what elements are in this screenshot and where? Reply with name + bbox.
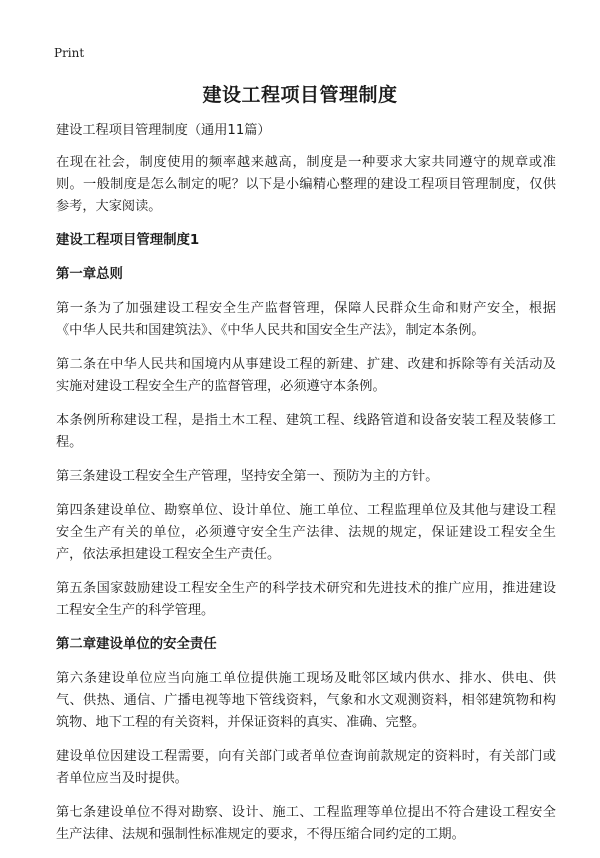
print-link[interactable]: Print [54,46,85,60]
article-paragraph: 建设单位因建设工程需要，向有关部门或者单位查询前款规定的资料时，有关部门或者单位应当及时提供。 [56,749,556,786]
page-title: 建设工程项目管理制度 [202,84,398,106]
chapter-heading-2: 第二章建设单位的安全责任 [56,637,217,652]
chapter-heading-1: 第一章总则 [56,267,123,282]
intro-paragraph: 在现在社会，制度使用的频率越来越高，制度是一种要求大家共同遵守的规章或准则。一般制度是怎么制定的呢？以下是小编精心整理的建设工程项目管理制度，仅供参考，大家阅读。 [56,155,556,214]
section-heading-1: 建设工程项目管理制度1 [56,233,200,248]
article-paragraph: 第二条在中华人民共和国境内从事建设工程的新建、扩建、改建和拆除等有关活动及实施对建设工程安全生产的监督管理，必须遵守本条例。 [56,357,556,394]
article-paragraph: 第五条国家鼓励建设工程安全生产的科学技术研究和先进技术的推广应用，推进建设工程安全生产的科学管理。 [56,581,556,618]
document-subtitle: 建设工程项目管理制度（通用11篇） [56,123,271,138]
article-paragraph: 第一条为了加强建设工程安全生产监督管理，保障人民群众生命和财产安全，根据《中华人民共和国建筑法》、《中华人民共和国安全生产法》，制定本条例。 [56,301,556,338]
article-paragraph: 第七条建设单位不得对勘察、设计、施工、工程监理等单位提出不符合建设工程安全生产法律、法规和强制性标准规定的要求，不得压缩合同约定的工期。 [56,805,556,842]
document-body [56,120,556,858]
definition-paragraph: 本条例所称建设工程，是指土木工程、建筑工程、线路管道和设备安装工程及装修工程。 [56,413,556,450]
article-paragraph: 第三条建设工程安全生产管理，坚持安全第一、预防为主的方针。 [56,469,439,484]
article-paragraph: 第六条建设单位应当向施工单位提供施工现场及毗邻区域内供水、排水、供电、供气、供热、通信、广播电视等地下管线资料，气象和水文观测资料，相邻建筑物和构筑物、地下工程的有关资料，并保证资料的真实、准确、完整。 [56,671,556,730]
article-paragraph: 第四条建设单位、勘察单位、设计单位、施工单位、工程监理单位及其他与建设工程安全生产有关的单位，必须遵守安全生产法律、法规的规定，保证建设工程安全生产，依法承担建设工程安全生产责任。 [56,503,556,562]
